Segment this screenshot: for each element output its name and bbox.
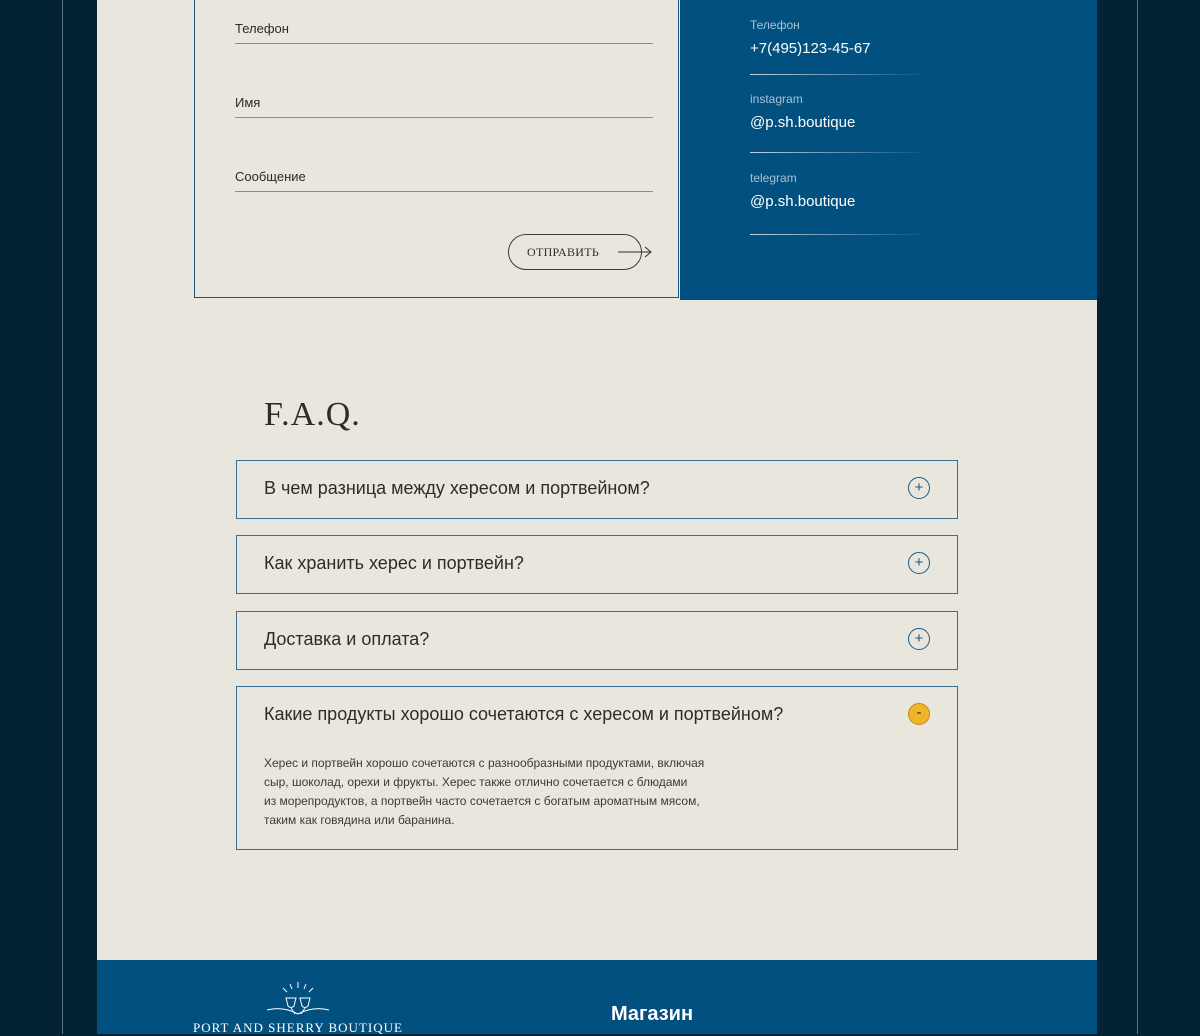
divider: [750, 74, 930, 75]
faq-answer-line: таким как говядина или баранина.: [264, 813, 455, 827]
contact-phone-value[interactable]: +7(495)123-45-67: [750, 40, 871, 57]
faq-answer-line: сыр, шоколад, орехи и фрукты. Херес также отлично сочетается с блюдами: [264, 775, 688, 789]
plus-icon[interactable]: +: [908, 628, 930, 650]
wine-glasses-logo-icon[interactable]: [263, 980, 333, 1020]
divider: [750, 152, 930, 153]
faq-title: F.A.Q.: [264, 396, 361, 433]
divider: [750, 234, 930, 235]
contacts-panel: [680, 0, 1097, 300]
faq-question: Доставка и оплата?: [264, 629, 430, 649]
contact-form: [194, 0, 679, 298]
faq-question: В чем разница между хересом и портвейном?: [264, 478, 650, 498]
faq-answer: [264, 754, 744, 830]
page-content: [97, 0, 1097, 960]
message-field[interactable]: [235, 169, 653, 184]
phone-field[interactable]: [235, 21, 653, 36]
name-field[interactable]: [235, 95, 653, 110]
name-field-label: Имя: [235, 95, 261, 110]
footer-shop-heading: Магазин: [611, 1003, 694, 1025]
plus-icon[interactable]: +: [908, 552, 930, 574]
contact-telegram-value[interactable]: @p.sh.boutique: [750, 193, 856, 210]
faq-item[interactable]: [236, 460, 958, 519]
faq-item-expanded[interactable]: [236, 686, 958, 850]
minus-icon[interactable]: -: [908, 703, 930, 725]
send-button[interactable]: [508, 234, 642, 270]
contact-telegram-label: telegram: [750, 171, 797, 185]
arrow-right-icon: [617, 245, 653, 259]
faq-answer-line: из морепродуктов, а портвейн часто сочетается с богатым ароматным мясом,: [264, 794, 700, 808]
plus-icon[interactable]: +: [908, 477, 930, 499]
phone-field-label: Телефон: [235, 21, 289, 36]
frame-line-right: [1137, 0, 1138, 1034]
contact-instagram-label: instagram: [750, 92, 803, 106]
message-field-underline: [235, 191, 653, 192]
contact-phone-label: Телефон: [750, 18, 800, 32]
phone-field-underline: [235, 43, 653, 44]
frame-line-left: [62, 0, 63, 1034]
brand-name[interactable]: PORT AND SHERRY BOUTIQUE: [193, 1020, 403, 1035]
message-field-label: Сообщение: [235, 169, 306, 184]
faq-question: Какие продукты хорошо сочетаются с хересом и портвейном?: [264, 704, 784, 724]
faq-answer-line: Херес и портвейн хорошо сочетаются с разнообразными продуктами, включая: [264, 756, 705, 770]
send-button-label: ОТПРАВИТЬ: [527, 245, 600, 259]
contact-phone: [750, 18, 930, 57]
name-field-underline: [235, 117, 653, 118]
footer: [97, 960, 1097, 1034]
contact-instagram-value[interactable]: @p.sh.boutique: [750, 114, 856, 131]
contact-instagram: [750, 92, 930, 131]
faq-item[interactable]: [236, 535, 958, 594]
faq-question: Как хранить херес и портвейн?: [264, 553, 524, 573]
contact-telegram: [750, 171, 930, 210]
faq-item[interactable]: [236, 611, 958, 670]
